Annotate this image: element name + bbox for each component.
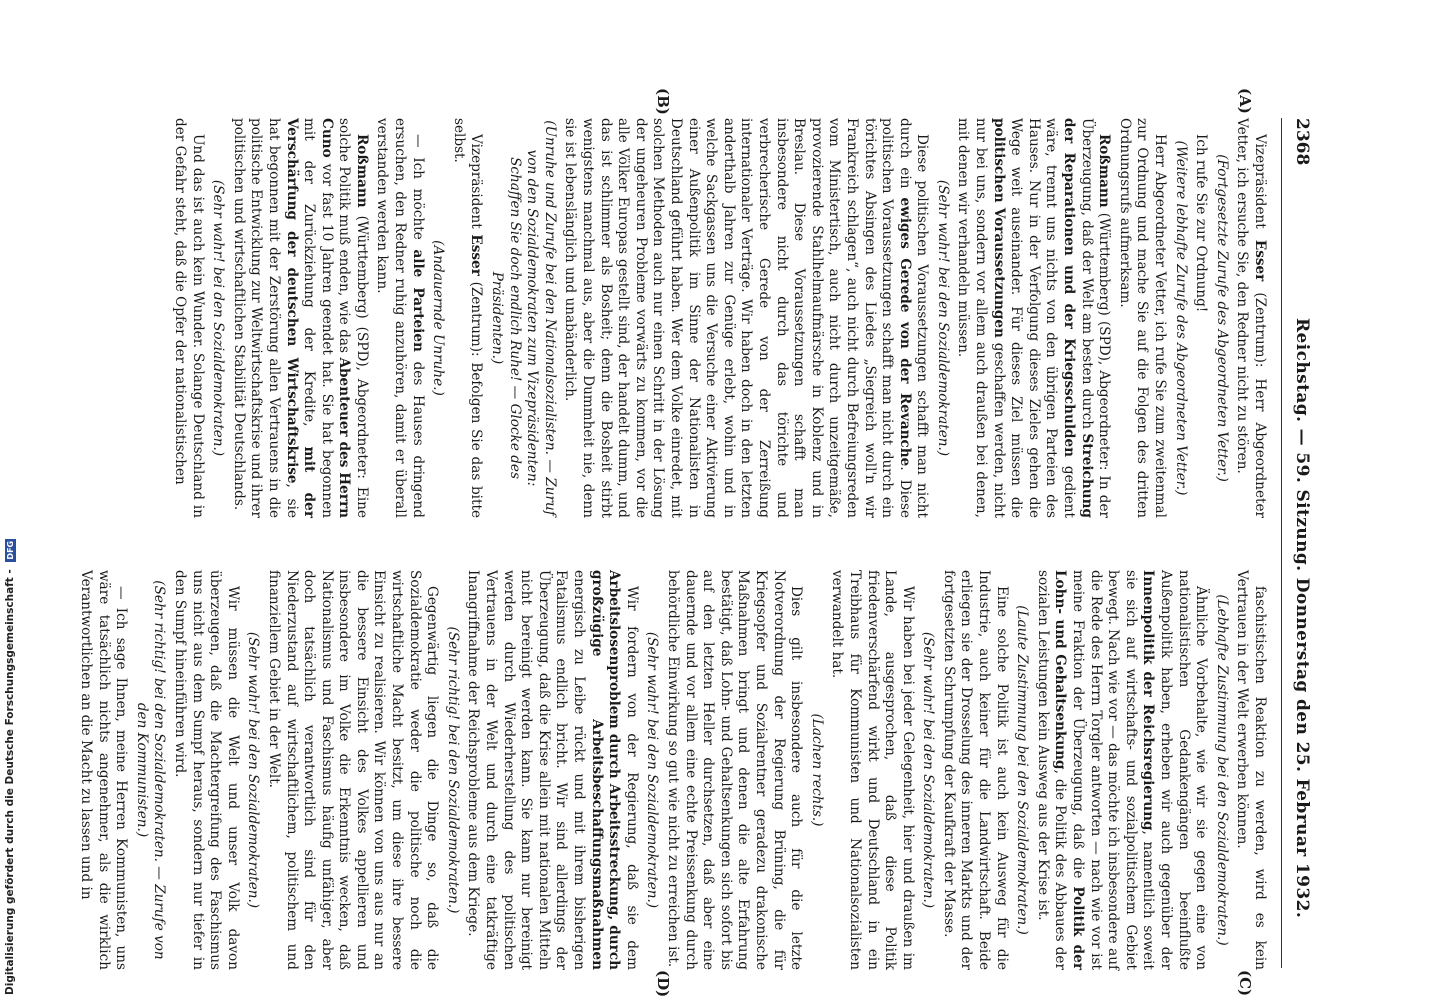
interjection: (Laute Zustimmung bei den Sozialdemokraten.): [1014, 605, 1031, 935]
interjection: (Lachen rechts.): [808, 713, 825, 827]
paragraph: Wir haben bei jeder Gelegenheit, hier und draußen im Lande, ausgesprochen, daß diese Politik friedenverschärfend wirkt und Deutschland in ein Treibhaus für Kommunisten und Nationalsozialisten verwandelt hat.: [829, 570, 916, 970]
interjection: (Sehr wahr! bei den Sozialdemokraten.): [920, 631, 937, 909]
header-rule: [1281, 118, 1282, 968]
paragraph: Vizepräsident Esser (Zentrum): Befolgen Sie das bitte selbst.: [450, 118, 485, 519]
dfg-logo-icon: DFG: [5, 540, 15, 560]
right-column: [78, 570, 1268, 970]
digitization-footer: [4, 539, 16, 995]
paragraph: Roßmann (Württemberg) (SPD), Abgeordneter: In der Überzeugung, daß der Welt am besten durch Streichung der Reparationen und der Kriegsschulden gedient wäre, trennt uns nichts von den übrigen Parteien des Hauses. Nur in der Verfolgung dieses Zieles gehen die Wege weit auseinander. Für dieses Ziel müssen die politischen Voraussetzungen geschaffen werden, nicht nur bei uns, sondern vor allem auch draußen bei denen, mit denen wir verhandeln müssen.: [955, 118, 1113, 518]
interjection: (Unruhe und Zurufe bei den Nationalsozialisten. — Zuruf von den Sozialdemokraten zum Vizepräsidenten: Schaffen Sie doch endlich Ruhe! — Glocke des Präsidenten.): [489, 120, 558, 516]
margin-letter-b: (B): [654, 88, 672, 115]
rotated-document-page: [78, 88, 1324, 998]
paragraph: Herr Abgeordneter Vetter, ich rufe Sie zum zweitenmal zur Ordnung und mache Sie auf die Folgen des dritten Ordnungsrufs aufmerksam.: [1116, 118, 1169, 518]
paragraph: Wir müssen die Welt und unser Volk davon überzeugen, daß die Machtergreifung des Faschismus uns nicht aus dem Sumpf heraus, sondern nur tiefer in den Sumpf hineinführen wird.: [171, 570, 241, 970]
interjection: (Sehr richtig! bei den Sozialdemokraten.): [444, 626, 461, 914]
paragraph: Dies gilt insbesondere auch für die letzte Notverordnung der Regierung Brüning, die für Kriegsopfer und Sozialrentner geradezu drakonische Maßnahmen bringt und denen die alte Erfahrung bestätigt, daß Lohn- und Gehaltsenkungen sich sofort bis auf den letzten Heller durchsetzen, daß aber eine dauernde und vor allem eine echte Preissenkung durch behördliche Einwirkung so gut wie nicht zu erreichen ist.: [665, 570, 805, 970]
footer-text: Digitalisierung gefördert durch die Deutsche Forschungsgemeinschaft -: [4, 569, 16, 995]
left-column: [158, 118, 1268, 518]
margin-letter-d: (D): [654, 970, 672, 998]
paragraph: Wir fordern von der Regierung, daß sie dem Arbeitslosenproblem durch Arbeitsstreckung, durch großzügige Arbeitsbeschaffungsmaßnahmen energisch zu Leibe rückt und mit ihrem bisherigen Fatalismus endlich bricht. Wir sind allerdings der Überzeugung, daß die Krise allein mit nationalen Mitteln nicht bereinigt werden kann. Sie kann nur bereinigt werden durch Wiederherstellung des politischen Vertrauens in der Welt und durch eine tatkräftige Inangriffnahme der Reichsprobleme aus dem Kriege.: [465, 570, 640, 970]
paragraph: Vizepräsident Esser (Zentrum): Herr Abgeordneter Vetter, ich ersuche Sie, den Redner nicht zu stören.: [1234, 118, 1268, 518]
paragraph: Eine solche Politik ist auch kein Ausweg für die Industrie, auch keiner für die Landwirtschaft. Beide erliegen sie der Drosselung des inneren Markts und der fortgesetzten Schrumpfung der Kaufkraft der Masse.: [940, 570, 1010, 970]
margin-letter-c: (C): [1236, 970, 1254, 997]
interjection: (Sehr wahr! bei den Sozialdemokraten.): [210, 179, 227, 457]
page-header: [1286, 118, 1312, 968]
interjection: (Sehr wahr! bei den Sozialdemokraten.): [934, 179, 951, 457]
page-number: 2368: [1292, 118, 1312, 166]
interjection: (Sehr wahr! bei den Sozialdemokraten.): [245, 631, 262, 909]
paragraph: Ähnliche Vorbehalte, wie wir sie gegen eine von nationalistischen Gedankengängen beeinflußte Außenpolitik haben, erheben wir auch gegenüber der Innenpolitik der Reichsregierung, namentlich soweit sie sich auf wirtschafts- und sozialpolitischem Gebiet bewegt. Nach wie vor — das möchte ich insbesondere auf die Rede des Herrn Torgler antworten — nach wie vor ist meine Fraktion der Überzeugung, daß die Politik der Lohn- und Gehaltsenkung, die Politik des Abbaues der sozialen Leistungen kein Ausweg aus der Krise ist.: [1034, 570, 1210, 970]
paragraph: Und das ist auch kein Wunder. Solange Deutschland in der Gefahr steht, daß die Opfer der nationalistischen: [171, 118, 206, 518]
page-title: Reichstag. — 59. Sitzung. Donnerstag den 25. Februar 1932.: [1292, 318, 1312, 919]
margin-letter-a: (A): [1236, 88, 1254, 114]
interjection: (Sehr richtig! bei den Sozialdemokraten. — Zurufe von den Kommunisten.): [133, 580, 168, 960]
interjection: (Sehr wahr! bei den Sozialdemokraten.): [644, 631, 661, 909]
paragraph: faschistischen Reaktion zu werden, wird es kein Vertrauen in der Welt erwerben können.: [1234, 570, 1268, 970]
paragraph: — Ich möchte alle Parteien des Hauses dringend ersuchen, den Redner ruhig anzuhören, damit er überall verstanden werden kann.: [374, 118, 426, 519]
interjection: (Weitere lebhafte Zurufe des Abgeordneten Vetter.): [1172, 140, 1189, 496]
interjection: (Fortgesetzte Zurufe des Abgeordneten Vetter.): [1213, 154, 1230, 482]
interjection: (Lebhafte Zustimmung bei den Sozialdemokraten.): [1213, 594, 1230, 946]
paragraph: Diese politischen Voraussetzungen schafft man nicht durch ein ewiges Gerede von der Revanche. Diese politischen Voraussetzungen schafft man nicht durch ein törichtes Absingen des Liedes „Siegreich woll'n wir Frankreich schlagen“, auch nicht durch Befreiungsreden vom Ministertisch, auch nicht durch unzeitgemäße, provozierende Stahlhelmaufmärsche in Koblenz und in Breslau. Diese Voraussetzungen schafft man insbesondere nicht durch das törichte und verbrecherische Gerede von der Zerreißung internationaler Verträge. Wir haben doch in den letzten anderthalb Jahren zur Genüge erlebt, wohin und in welche Sackgassen uns die Versuche einer Aktivierung einer Außenpolitik im Sinne der Nationalisten in Deutschland geführt haben. Wer dem Volke einredet, mit solchen Methoden auch nur einen Schritt in der Lösung der ungeheuren Probleme vorwärts zu kommen, vor die alle Völker Europas gestellt sind, der handelt dumm, und das ist schlimmer als Bosheit; denn die Bosheit stirbt wenigstens manchmal aus, aber die Dummheit nie, denn sie ist lebenslänglich und unabänderlich.: [562, 118, 931, 518]
paragraph: Roßmann (Württemberg) (SPD), Abgeordneter: Eine solche Politik muß enden, wie das Abenteuer des Herrn Cuno vor fast 10 Jahren geendet hat. Sie hat begonnen mit der Zurückziehung der Kredite, mit der Verschärfung der deutschen Wirtschaftskrise, sie hat begonnen mit der Zerstörung allen Vertrauens in die politische Entwicklung zur Weltwirtschaftskrise und ihrer politischen und wirtschaftlichen Stabilität Deutschlands.: [230, 118, 370, 518]
paragraph: Ich rufe Sie zur Ordnung!: [1193, 134, 1210, 313]
paragraph: — Ich sage Ihnen, meine Herren Kommunisten, uns wäre tatsächlich nichts angenehmer, als die wirklich Verantwortlichen an die Macht zu lassen und in: [78, 570, 130, 970]
interjection: (Andauernde Unruhe.): [430, 240, 447, 396]
paragraph: Gegenwärtig liegen die Dinge so, daß die Sozialdemokratie weder die politische noch die wirtschaftliche Macht besitzt, um diese ihre bessere Einsicht zu realisieren. Wir können von uns aus nur an die bessere Einsicht des Volkes appellieren und insbesondere im Volke die Erkenntnis wecken, daß Nationalismus und Faschismus häufig unfähiger, aber doch tatsächlich verantwortlich sind für den Niederzustand auf wirtschaftlichem, politischem und finanziellem Gebiet in der Welt.: [265, 570, 441, 970]
